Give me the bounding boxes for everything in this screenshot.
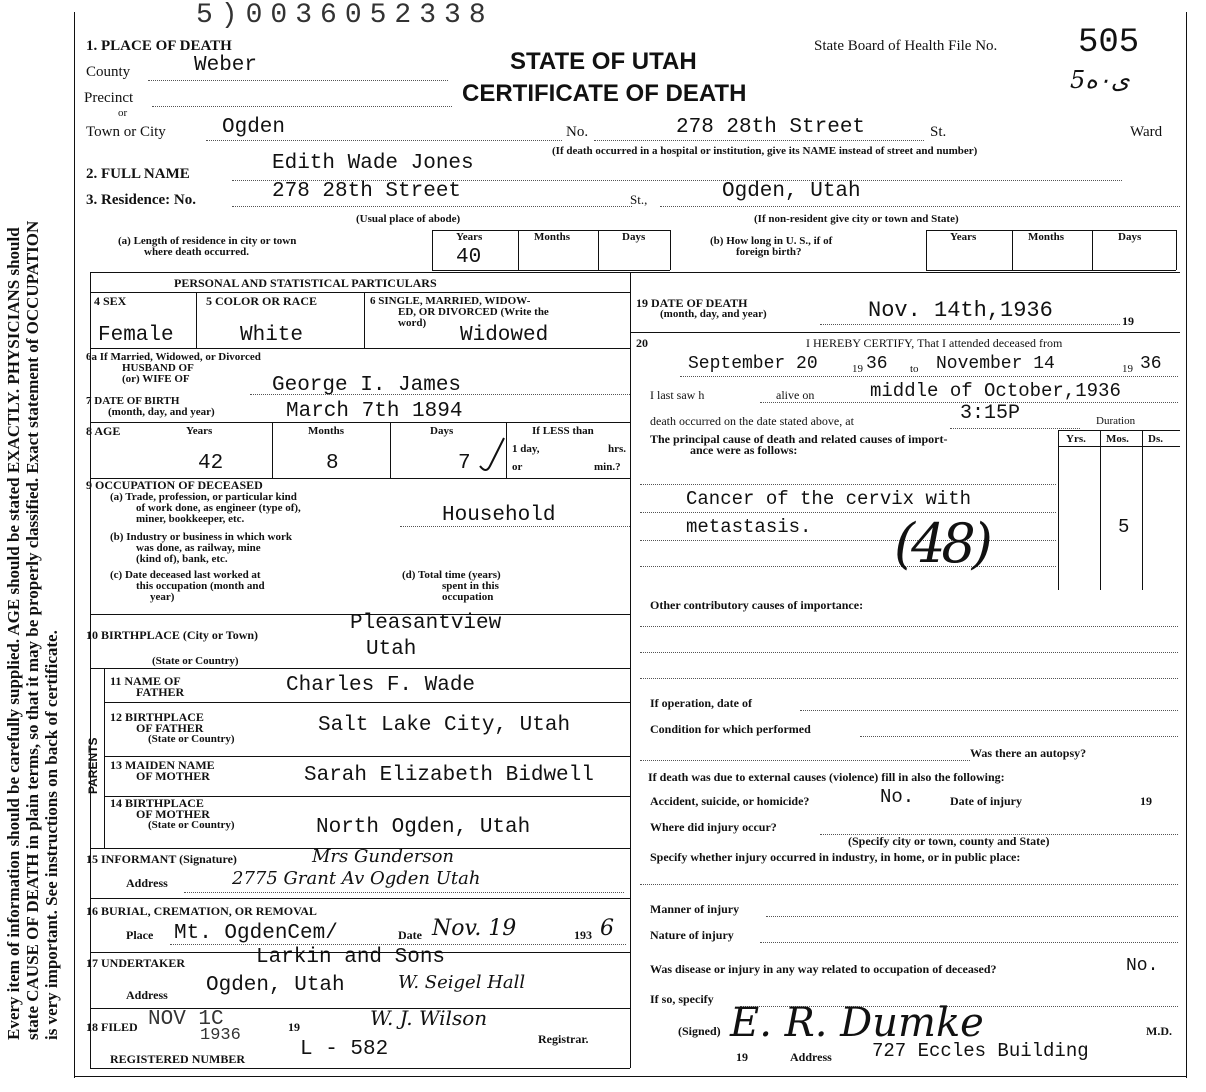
undertaker-address-label: Address [126,988,168,1002]
registered-number: L - 582 [300,1038,389,1061]
accident-value: No. [880,786,915,808]
cause-code: (48) [894,512,989,575]
registrar-label: Registrar. [538,1032,589,1046]
street-value: 278 28th Street [676,116,866,139]
registrar-signature: W. J. Wilson [370,1006,488,1030]
birthplace-state-label: (State or Country) [152,655,239,667]
spouse-label: 6a If Married, Widowed, or Divorced HUSBAND OF (or) WIFE OF [86,351,261,385]
us-days-header: Days [1118,231,1142,243]
undertaker-signature: W. Seigel Hall [398,972,526,993]
sex-label: 4 SEX [94,294,127,308]
file-no-value: 505 [1078,24,1140,62]
residence-label: 3. Residence: No. [86,192,196,208]
physician-address: 727 Eccles Building [872,1040,1089,1062]
hospital-note: (If death occurred in a hospital or institution, give its NAME instead of street and number) [552,145,978,157]
age-check-mark [478,436,508,476]
frame-bottom [74,1076,1186,1077]
file-no-note: 5ی۰ه [1070,66,1130,94]
occupation-a-label: (a) Trade, profession, or particular kind of work done, as engineer (type of), miner, bookkeeper, etc. [110,491,301,525]
age-days: 7 [458,452,471,475]
accident-label: Accident, suicide, or homicide? [650,794,810,808]
burial-place-label: Place [126,928,154,942]
father-label: 11 NAME OF FATHER [110,674,185,699]
burial-label: 16 BURIAL, CREMATION, OR REMOVAL [86,904,317,918]
us-residence-label: (b) How long in U. S., if of foreign birth? [710,235,833,258]
father-name: Charles F. Wade [286,674,476,697]
informant-address-label: Address [126,876,168,890]
personal-section-title: PERSONAL AND STATISTICAL PARTICULARS [174,276,437,290]
us-years-header: Years [950,231,977,243]
dur-mos-header: Mos. [1106,433,1129,445]
marital-value: Widowed [460,324,549,347]
file-no-label: State Board of Health File No. [814,38,998,54]
filed-stamp: NOV 1C [148,1008,224,1031]
residence-years: 40 [456,246,482,269]
contributory-label: Other contributory causes of importance: [650,598,864,612]
burial-date-label: Date [398,928,422,942]
place-of-death-label: 1. PLACE OF DEATH [86,38,232,54]
cause-label: The principal cause of death and related causes of import- ance were as follows: [650,432,948,457]
full-name-value: Edith Wade Jones [272,152,474,175]
last-seen-value: middle of October,1936 [870,380,1121,402]
parents-bar [104,668,105,848]
where-injury-label: Where did injury occur? [650,820,777,834]
length-residence-label: (a) Length of residence in city or town where death occurred. [118,235,297,258]
industry-label: Specify whether injury occurred in industry, in home, or in public place: [650,850,1021,864]
spouse-value: George I. James [272,374,462,397]
from-year-label: 19 [852,363,863,375]
father-birthplace: Salt Lake City, Utah [318,714,571,737]
occupation-related-label: Was disease or injury in any way related to occupation of deceased? [650,962,997,976]
full-name-label: 2. FULL NAME [86,166,190,182]
undertaker-address: Ogden, Utah [206,974,345,997]
if-so-label: If so, specify [650,992,714,1006]
residence-value: 278 28th Street [272,180,462,203]
death-time: 3:15P [960,402,1021,425]
death-year-suffix: 19 [1122,314,1134,328]
operation-date-label: If operation, date of [650,696,752,710]
mother-name: Sarah Elizabeth Bidwell [304,764,594,787]
burial-year-prefix: 193 [574,928,592,942]
duration-label: Duration [1096,415,1136,427]
left-inner-border [90,272,91,1068]
age-label: 8 AGE [86,424,121,438]
birthplace-state: Utah [366,638,417,661]
cause-duration-months: 5 [1118,516,1130,538]
birthplace-city: Pleasantview [350,612,502,635]
if-less-label: If LESS than [532,425,594,437]
mother-label: 13 MAIDEN NAME OF MOTHER [110,758,215,783]
cause-line-1: Cancer of the cervix with [686,488,972,510]
title-state: STATE OF UTAH [510,48,697,75]
injury-year-label: 19 [1140,794,1152,808]
parents-side-label: PARENTS [86,737,100,794]
certify-number: 20 [636,336,648,350]
age-years: 42 [198,452,224,475]
residence-city: Ogden, Utah [722,180,861,203]
filed-date-suffix: 19 [288,1020,300,1034]
md-label: M.D. [1146,1024,1172,1038]
physician-address-label: Address [790,1050,832,1064]
mother-birthplace: North Ogden, Utah [316,816,531,839]
min-label: min.? [594,461,621,473]
specify-city-label: (Specify city or town, county and State) [848,834,1050,848]
instructions-sidebar [4,221,61,1040]
color-label: 5 COLOR OR RACE [206,294,318,308]
county-label: County [86,64,131,80]
alive-label: alive on [776,388,815,402]
nonresident-label: (If non-resident give city or town and State) [754,213,959,225]
undertaker-label: 17 UNDERTAKER [86,956,186,970]
informant-signature: Mrs Gunderson [312,846,455,867]
dob-label: 7 DATE OF BIRTH (month, day, and year) [86,395,215,418]
attended-to: November 14 [936,354,1055,374]
informant-address: 2775 Grant Av Ogden Utah [232,868,481,889]
one-day-label: 1 day, [512,443,540,455]
residence-st-label: St., [630,192,648,207]
age-months-header: Months [308,425,345,437]
burial-year-suffix: 6 [600,916,614,941]
undertaker-name: Larkin and Sons [256,946,446,969]
burial-date: Nov. 19 [432,916,517,941]
frame-right [1186,12,1187,1078]
nature-injury-label: Nature of injury [650,928,734,942]
physician-year-label: 19 [736,1050,748,1064]
burial-place: Mt. OgdenCem/ [174,922,338,945]
certify-text: I HEREBY CERTIFY, That I attended deceased from [806,336,1063,350]
town-value: Ogden [222,116,286,139]
death-date-label: 19 DATE OF DEATH (month, day, and year) [636,296,767,320]
death-date-value: Nov. 14th,1936 [868,298,1053,323]
street-no-label: No. [566,124,589,140]
occupation-related-value: No. [1126,956,1159,976]
dur-ds-header: Ds. [1148,433,1163,445]
age-days-header: Days [430,425,454,437]
instructions-line-2: state CAUSE OF DEATH in plain terms, so that it may be properly classified. Exact statement of OCCUPATION [23,220,42,1040]
usual-abode-label: (Usual place of abode) [356,213,461,225]
serial-number: 5)0036052338 [196,0,494,31]
sex-value: Female [98,324,174,347]
attended-from: September 20 [688,354,818,374]
or-label: or [118,107,128,119]
color-value: White [240,324,304,347]
physician-signature: E. R. Dumke [730,1000,984,1046]
signed-label: (Signed) [678,1024,721,1038]
residence-years-header: Years [456,231,483,243]
occupation-b-label: (b) Industry or business in which work was done, as railway, mine (kind of), bank, etc. [110,531,292,565]
to-year-label: 19 [1122,363,1133,375]
filed-stamp-year: 1936 [200,1026,241,1045]
ward-label: Ward [1130,124,1163,140]
dur-yrs-header: Yrs. [1066,433,1086,445]
title-certificate: CERTIFICATE OF DEATH [462,80,747,107]
registered-number-label: REGISTERED NUMBER [110,1052,246,1066]
father-birthplace-label: 12 BIRTHPLACE OF FATHER (State or Country) [110,710,235,745]
to-year: 36 [1140,354,1162,374]
age-months: 8 [326,452,339,475]
birthplace-label: 10 BIRTHPLACE (City or Town) [86,628,259,642]
occurred-label: death occurred on the date stated above, at [650,414,854,428]
town-label: Town or City [86,124,166,140]
or-min-label: or [512,461,523,473]
marital-label: 6 SINGLE, MARRIED, WIDOW- ED, OR DIVORCED (Write the word) [370,295,549,329]
instructions-line-1: Every item of information should be carefully supplied. AGE should be stated EXACTLY. PHYSICIANS should [4,227,23,1040]
filed-label: 18 FILED [86,1020,138,1034]
precinct-label: Precinct [84,90,134,106]
section-divider [90,272,1180,273]
informant-label: 15 INFORMANT (Signature) [86,852,237,866]
occupation-label: 9 OCCUPATION OF DECEASED [86,478,263,492]
column-divider [630,272,631,1068]
age-years-header: Years [186,425,213,437]
dob-value: March 7th 1894 [286,400,463,423]
operation-condition-label: Condition for which performed [650,722,811,736]
us-months-header: Months [1028,231,1065,243]
manner-injury-label: Manner of injury [650,902,740,916]
frame-left [74,12,75,1078]
from-year: 36 [866,354,888,374]
external-causes-label: If death was due to external causes (violence) fill in also the following: [648,770,1005,784]
hrs-label: hrs. [608,443,627,455]
autopsy-label: Was there an autopsy? [970,746,1087,760]
residence-days-header: Days [622,231,646,243]
county-value: Weber [194,54,258,77]
occupation-c-label: (c) Date deceased last worked at this occupation (month and year) [110,569,265,603]
st-label: St. [930,124,947,140]
residence-months-header: Months [534,231,571,243]
injury-date-label: Date of injury [950,794,1022,808]
cause-line-2: metastasis. [686,516,812,538]
occupation-value: Household [442,504,556,527]
mother-birthplace-label: 14 BIRTHPLACE OF MOTHER (State or Country) [110,796,235,831]
to-label: to [910,363,919,375]
instructions-line-3: is very important. See instructions on back of certificate. [42,630,61,1040]
last-seen-label: I last saw h [650,388,705,402]
occupation-d-label: (d) Total time (years) spent in this occupation [402,569,501,603]
